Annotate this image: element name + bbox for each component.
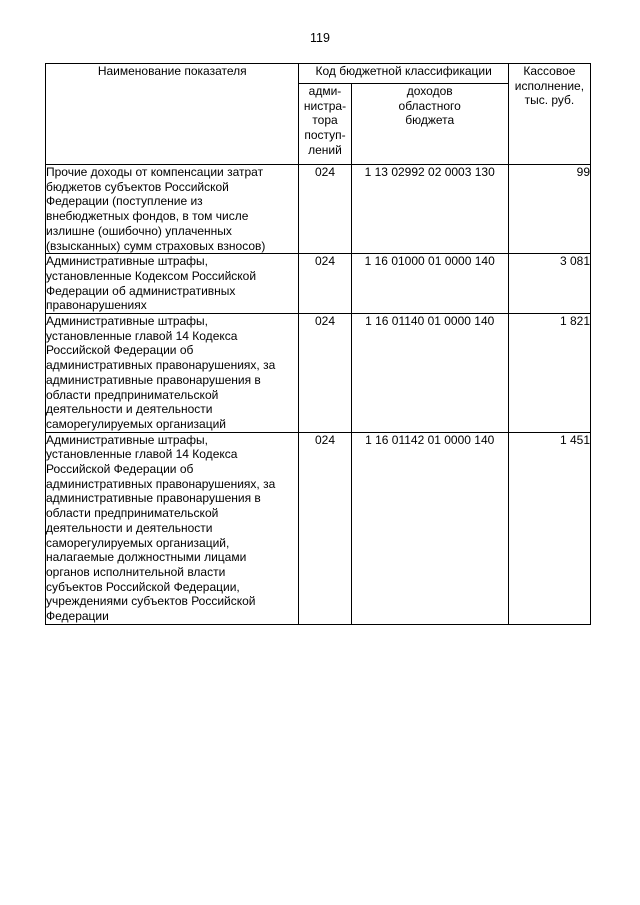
- row-revenue-code: 1 16 01142 01 0000 140: [351, 432, 508, 624]
- row-indicator-name-text: Административные штрафы, установленные главой 14 Кодекса Российской Федерации об административных правонарушениях, за административные правонарушения в области предпринимательской деятельности и деятельности саморегулируемых организаций, налагаемые должностными лицами органов исполнительной власти субъектов Российской Федерации, учреждениями субъектов Российской Федерации: [46, 432, 276, 624]
- header-indicator-name: [46, 64, 299, 165]
- row-admin-code: 024: [299, 314, 351, 433]
- table-row: [46, 254, 591, 314]
- row-revenue-code: 1 13 02992 02 0003 130: [351, 165, 508, 254]
- row-admin-code: 024: [299, 165, 351, 254]
- row-indicator-name-text: Прочие доходы от компенсации затрат бюджетов субъектов Российской Федерации (поступление из внебюджетных фондов, в том числе излишне (ошибочно) уплаченных (взысканных) сумм страховых взносов): [46, 165, 266, 253]
- row-indicator-name: [46, 254, 299, 314]
- header-budget-code-group-text: Код бюджетной классификации: [315, 64, 492, 78]
- header-administrator-text: адми- нистра- тора поступ- лений: [303, 84, 347, 157]
- row-admin-code: 024: [299, 254, 351, 314]
- row-indicator-name-text: Административные штрафы, установленные главой 14 Кодекса Российской Федерации об административных правонарушениях, за административные правонарушения в области предпринимательской деятельности и деятельности саморегулируемых организаций: [46, 314, 276, 431]
- page-number: 119: [310, 31, 330, 45]
- header-row-1: [46, 64, 591, 84]
- header-cash-execution: [508, 64, 590, 165]
- row-indicator-name-text: Административные штрафы, установленные Кодексом Российской Федерации об административных правонарушениях: [46, 254, 257, 313]
- row-indicator-name: [46, 314, 299, 433]
- header-cash-execution-text: Кассовое исполнение, тыс. руб.: [514, 64, 585, 108]
- row-admin-code: 024: [299, 432, 351, 624]
- header-administrator: [299, 84, 351, 165]
- header-indicator-name-text: Наименование показателя: [97, 64, 247, 78]
- row-amount: 1 821: [508, 314, 590, 433]
- header-revenue-code-text: доходов областного бюджета: [398, 84, 461, 128]
- table-row: [46, 432, 591, 624]
- table-row: [46, 165, 591, 254]
- row-amount: 1 451: [508, 432, 590, 624]
- row-revenue-code: 1 16 01140 01 0000 140: [351, 314, 508, 433]
- row-indicator-name: [46, 165, 299, 254]
- table-row: [46, 314, 591, 433]
- header-revenue-code: [351, 84, 508, 165]
- row-amount: 3 081: [508, 254, 590, 314]
- row-indicator-name: [46, 432, 299, 624]
- budget-revenue-table: [45, 63, 591, 625]
- row-amount: 99: [508, 165, 590, 254]
- header-budget-code-group: [299, 64, 508, 84]
- row-revenue-code: 1 16 01000 01 0000 140: [351, 254, 508, 314]
